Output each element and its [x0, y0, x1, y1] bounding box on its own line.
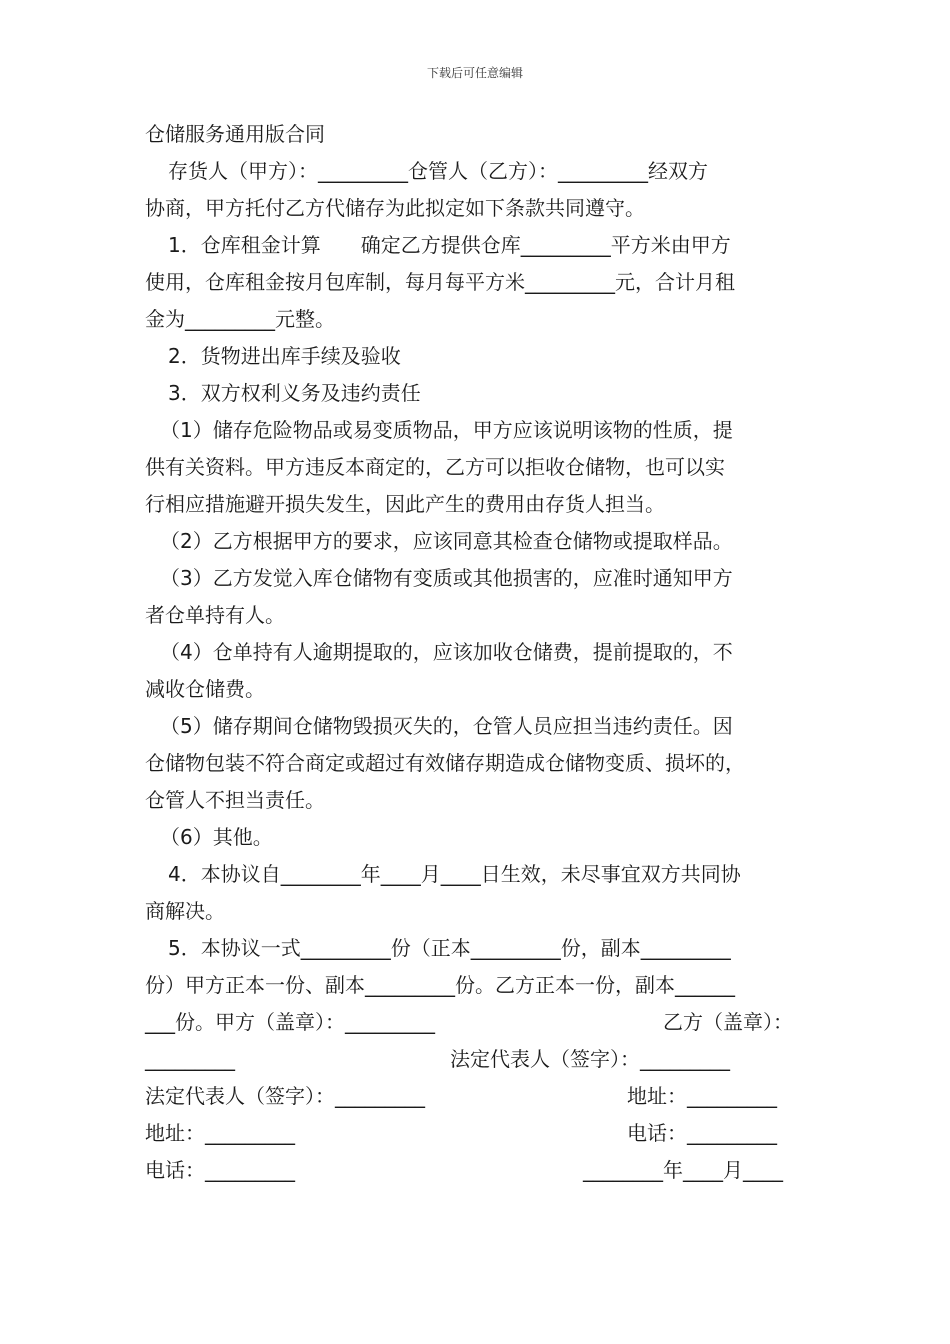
paragraph-line: 金为_________元整。 — [145, 307, 335, 331]
document-title: 仓储服务通用版合同 — [145, 122, 325, 146]
clause-3-heading: 3．双方权利义务及违约责任 — [168, 381, 421, 405]
item-4-line: （4）仓单持有人逾期提取的，应该加收仓储费，提前提取的，不 — [160, 640, 733, 664]
jia-address: 地址：_________ — [145, 1121, 295, 1145]
clause-5-line: 5．本协议一式_________份（正本_________份，副本_________ — [168, 936, 731, 960]
clause-2-heading: 2．货物进出库手续及验收 — [168, 344, 401, 368]
yi-phone: 电话：_________ — [627, 1121, 777, 1145]
paragraph-line: 仓储物包装不符合商定或超过有效储存期造成仓储物变质、损坏的， — [145, 751, 745, 775]
paragraph-line: 商解决。 — [145, 899, 225, 923]
yi-seal-label: 乙方（盖章）： — [663, 1010, 793, 1034]
yi-representative: 法定代表人（签字）：_________ — [450, 1047, 730, 1071]
paragraph-line: 供有关资料。甲方违反本商定的，乙方可以拒收仓储物，也可以实 — [145, 455, 725, 479]
item-1-line: （1）储存危险物品或易变质物品，甲方应该说明该物的性质，提 — [160, 418, 733, 442]
jia-representative: 法定代表人（签字）：_________ — [145, 1084, 425, 1108]
paragraph-line: 行相应措施避开损失发生，因此产生的费用由存货人担当。 — [145, 492, 665, 516]
item-5-line: （5）储存期间仓储物毁损灭失的，仓管人员应担当违约责任。因 — [160, 714, 733, 738]
page-header: 下载后可任意编辑 — [426, 66, 523, 80]
paragraph-line: 者仓单持有人。 — [145, 603, 285, 627]
item-3-line: （3）乙方发觉入库仓储物有变质或其他损害的，应准时通知甲方 — [160, 566, 733, 590]
clause-4-line: 4．本协议自________年____月____日生效，未尽事宜双方共同协 — [168, 862, 741, 886]
paragraph-line: 使用，仓库租金按月包库制，每月每平方米_________元，合计月租 — [145, 270, 735, 294]
paragraph-line: ___份。甲方（盖章）：_________ — [145, 1010, 435, 1034]
item-2-line: （2）乙方根据甲方的要求，应该同意其检查仓储物或提取样品。 — [160, 529, 733, 553]
paragraph-line: 份）甲方正本一份、副本_________份。乙方正本一份，副本______ — [145, 973, 735, 997]
paragraph-line: 减收仓储费。 — [145, 677, 265, 701]
paragraph-line: 仓管人不担当责任。 — [145, 788, 325, 812]
yi-address: 地址：_________ — [627, 1084, 777, 1108]
sign-date: ________年____月____ — [583, 1158, 783, 1182]
clause-1-line: 1．仓库租金计算 确定乙方提供仓库_________平方米由甲方 — [168, 233, 731, 257]
paragraph-line: 存货人（甲方）：_________仓管人（乙方）：_________经双方 — [168, 159, 708, 183]
item-6-line: （6）其他。 — [160, 825, 273, 849]
paragraph-line: 协商，甲方托付乙方代储存为此拟定如下条款共同遵守。 — [145, 196, 645, 220]
signature-blank: _________ — [145, 1047, 235, 1071]
jia-phone: 电话：_________ — [145, 1158, 295, 1182]
